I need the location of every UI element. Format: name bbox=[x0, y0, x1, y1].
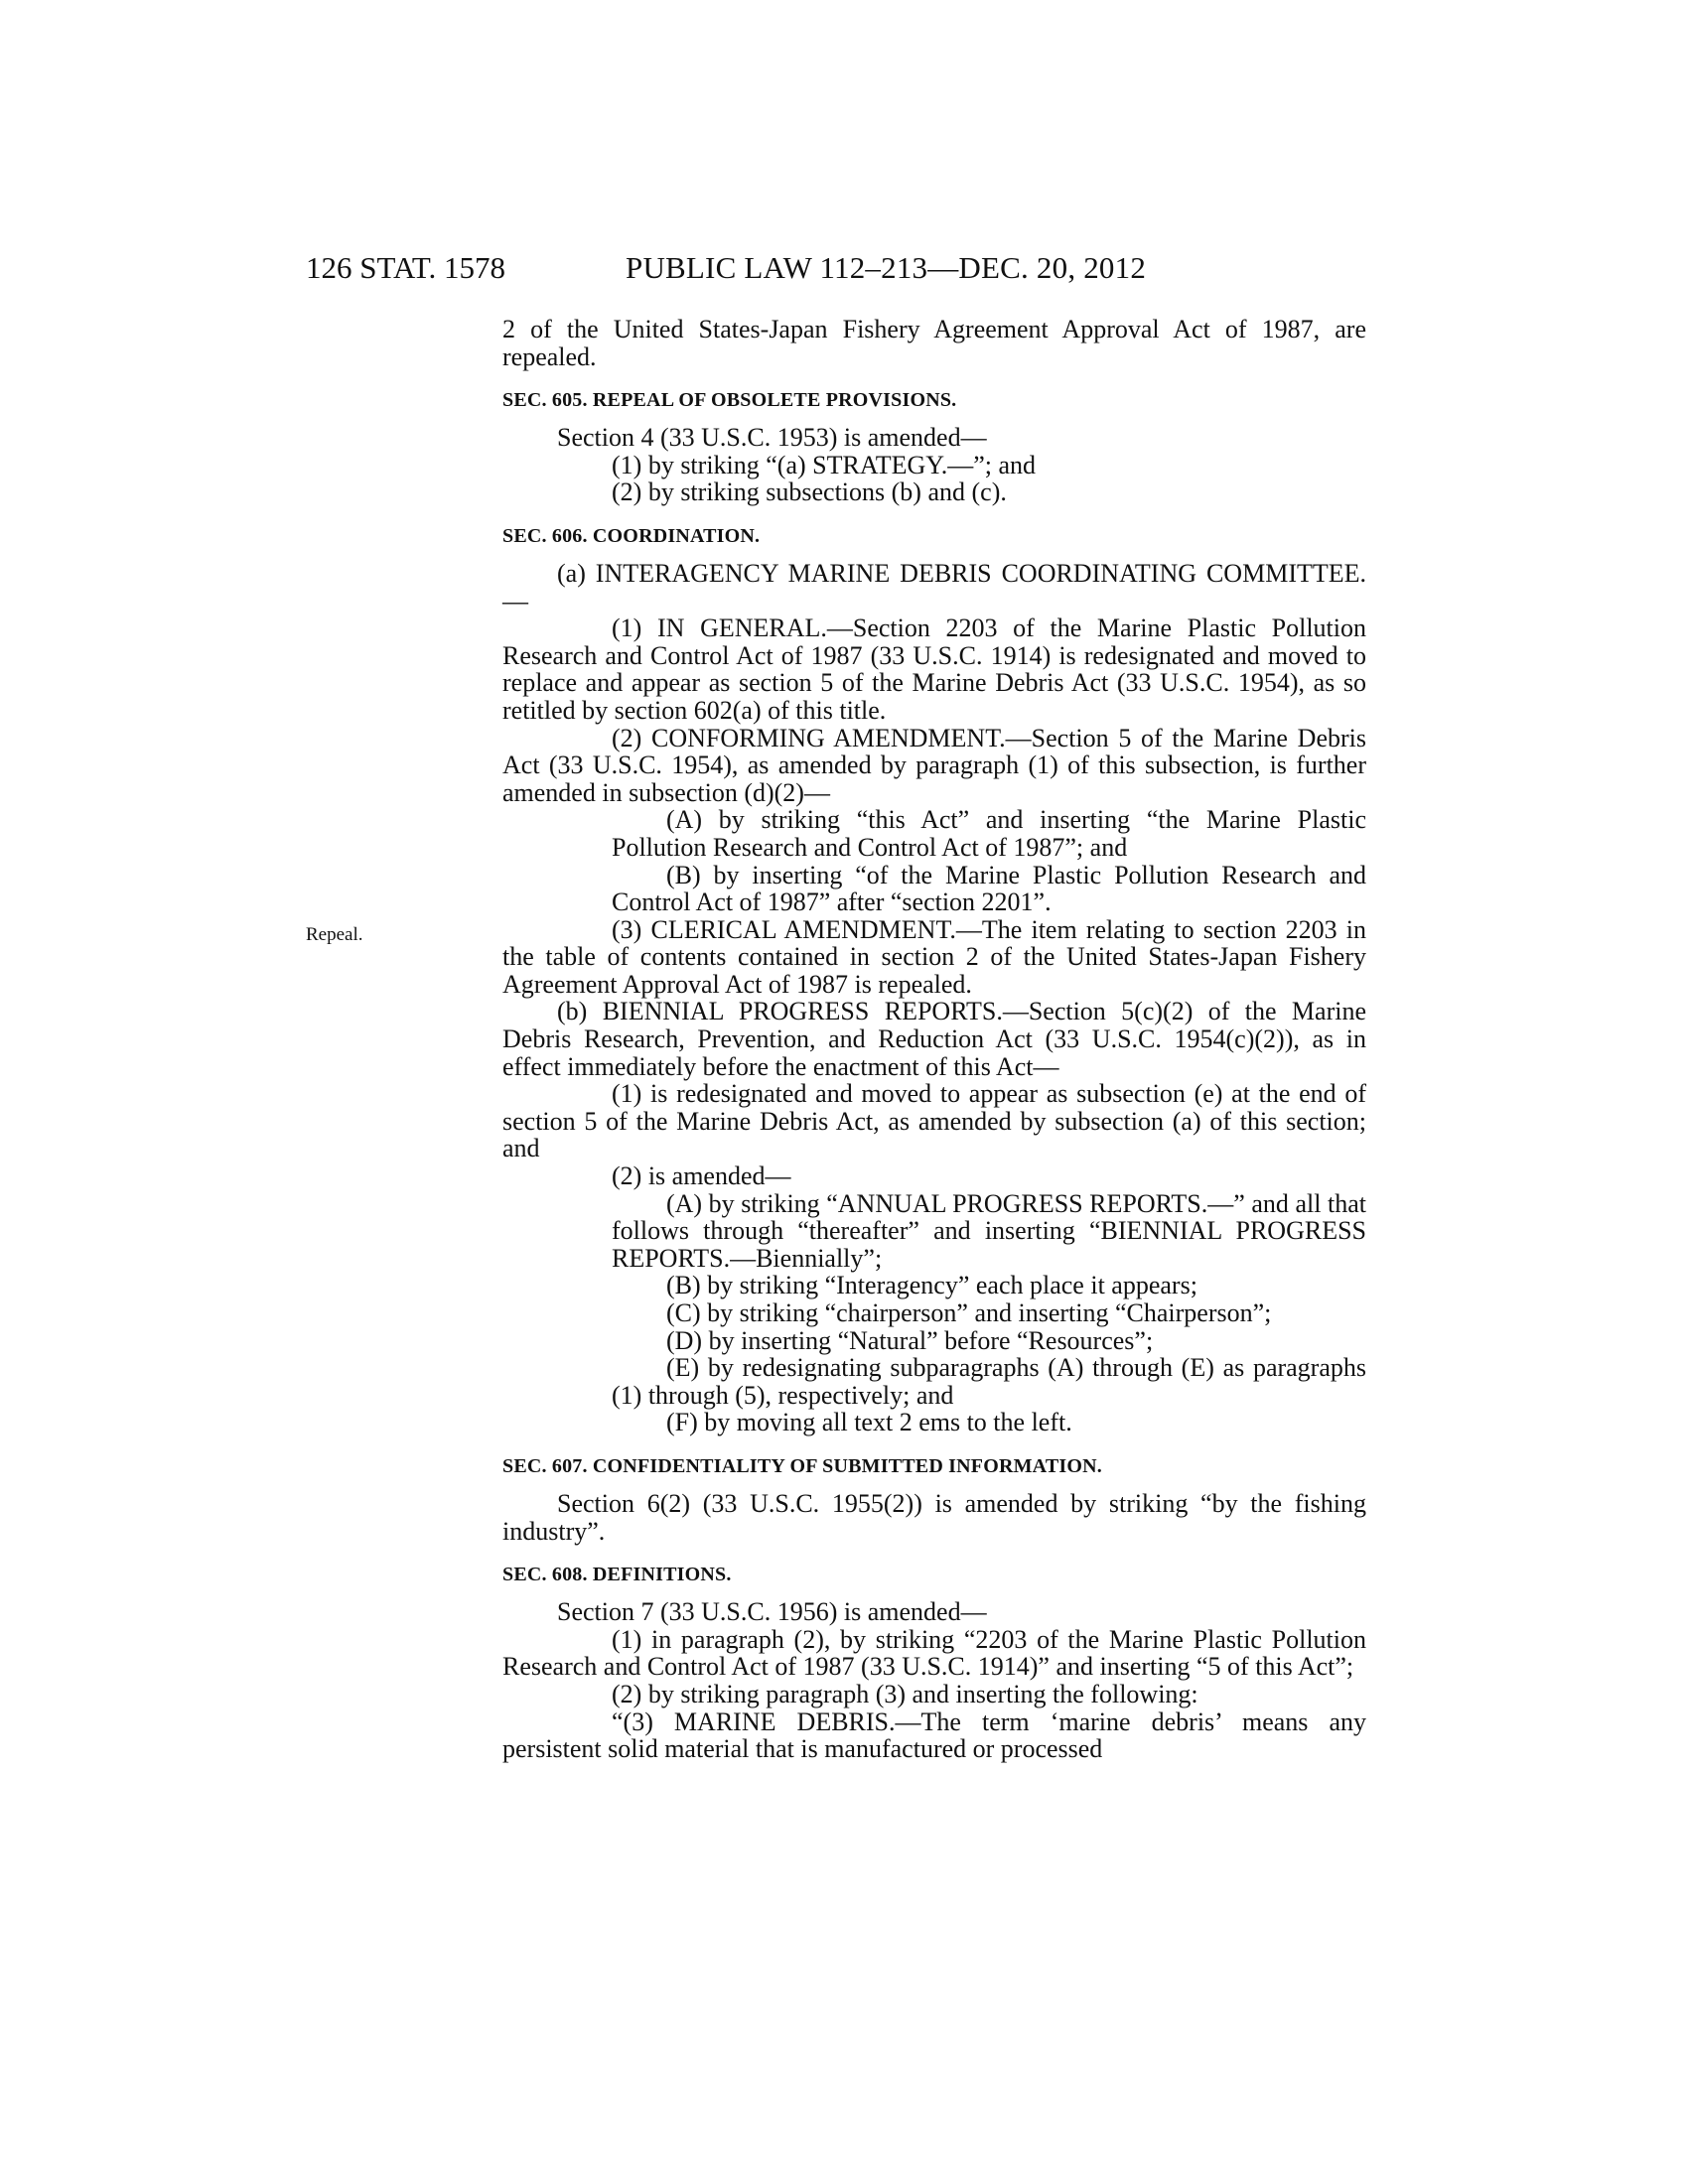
sec608-line-1: Section 7 (33 U.S.C. 1956) is amended— bbox=[557, 1597, 987, 1627]
sec606-b2-subparagraph-A: (A) by striking “ANNUAL PROGRESS REPORTS.—” and all that follows through “thereafter” and inserting “BIENNIAL PROGRESS REPORTS.—Biennially”; bbox=[612, 1188, 1366, 1273]
sec608-paragraph-2: (2) by striking paragraph (3) and inserting the following: bbox=[612, 1679, 1198, 1708]
document-body bbox=[502, 316, 1366, 1763]
sec606-b2-subparagraph-E: (E) by redesignating subparagraphs (A) through (E) as paragraphs (1) through (5), respectively; and bbox=[612, 1353, 1366, 1410]
sec606-a-paragraph-2: (2) CONFORMING AMENDMENT.—Section 5 of the Marine Debris Act (33 U.S.C. 1954), as amended by paragraph (1) of this subsection, is further amended in subsection (d)(2)— bbox=[502, 723, 1366, 807]
sec605-line-1: Section 4 (33 U.S.C. 1953) is amended— bbox=[557, 423, 987, 453]
sec605-item-2: (2) by striking subsections (b) and (c). bbox=[612, 478, 1007, 507]
sec606-b-paragraph-1: (1) is redesignated and moved to appear as subsection (e) at the end of section 5 of the Marine Debris Act, as amended by subsection (a) of this section; and bbox=[502, 1079, 1366, 1163]
sec605-item-1: (1) by striking “(a) STRATEGY.—”; and bbox=[612, 450, 1037, 479]
sec606-subsection-a-heading: (a) INTERAGENCY MARINE DEBRIS COORDINATING COMMITTEE.— bbox=[502, 558, 1366, 615]
section-607-heading: SEC. 607. CONFIDENTIALITY OF SUBMITTED INFORMATION. bbox=[502, 1454, 1102, 1477]
sec606-b2-subparagraph-D: (D) by inserting “Natural” before “Resources”; bbox=[666, 1325, 1154, 1355]
sec606-a-paragraph-3: (3) CLERICAL AMENDMENT.—The item relating to section 2203 in the table of contents contained in section 2 of the United States-Japan Fishery Agreement Approval Act of 1987 is repealed. bbox=[502, 914, 1366, 999]
statute-page-number: 126 STAT. 1578 bbox=[306, 250, 506, 285]
sec607-text: Section 6(2) (33 U.S.C. 1955(2)) is amended by striking “by the fishing industry”. bbox=[502, 1488, 1366, 1546]
section-608-heading: SEC. 608. DEFINITIONS. bbox=[502, 1564, 732, 1586]
sec606-b-paragraph-2: (2) is amended— bbox=[612, 1161, 791, 1191]
sec606-subsection-b: (b) BIENNIAL PROGRESS REPORTS.—Section 5(c)(2) of the Marine Debris Research, Prevention, and Reduction Act (33 U.S.C. 1954(c)(2)), as in effect immediately before the enactment of this Act— bbox=[502, 997, 1366, 1081]
section-606-heading: SEC. 606. COORDINATION. bbox=[502, 524, 761, 547]
sec606-b2-subparagraph-B: (B) by striking “Interagency” each place it appears; bbox=[666, 1271, 1197, 1300]
section-605-heading: SEC. 605. REPEAL OF OBSOLETE PROVISIONS. bbox=[502, 389, 957, 412]
sec606-b2-subparagraph-C: (C) by striking “chairperson” and inserting “Chairperson”; bbox=[666, 1298, 1272, 1327]
page-header bbox=[0, 248, 1688, 288]
public-law-title: PUBLIC LAW 112–213—DEC. 20, 2012 bbox=[626, 250, 1147, 285]
intro-paragraph: 2 of the United States-Japan Fishery Agreement Approval Act of 1987, are repealed. bbox=[502, 315, 1366, 371]
margin-note-repeal: Repeal. bbox=[306, 924, 363, 945]
sec606-a2-subparagraph-B: (B) by inserting “of the Marine Plastic Pollution Research and Control Act of 1987” after “section 2201”. bbox=[612, 860, 1366, 917]
sec608-paragraph-3: “(3) MARINE DEBRIS.—The term ‘marine debris’ means any persistent solid material that is manufactured or processed bbox=[502, 1706, 1366, 1764]
sec606-a-paragraph-1: (1) IN GENERAL.—Section 2203 of the Marine Plastic Pollution Research and Control Act of 1987 (33 U.S.C. 1914) is redesignated and moved to replace and appear as section 5 of the Marine Debris Act (33 U.S.C. 1954), as so retitled by section 602(a) of this title. bbox=[502, 614, 1366, 725]
sec608-paragraph-1: (1) in paragraph (2), by striking “2203 of the Marine Plastic Pollution Research and Control Act of 1987 (33 U.S.C. 1914)” and inserting “5 of this Act”; bbox=[502, 1624, 1366, 1682]
sec606-b2-subparagraph-F: (F) by moving all text 2 ems to the left. bbox=[666, 1408, 1072, 1437]
sec606-a2-subparagraph-A: (A) by striking “this Act” and inserting “the Marine Plastic Pollution Research and Control Act of 1987”; and bbox=[612, 805, 1366, 862]
